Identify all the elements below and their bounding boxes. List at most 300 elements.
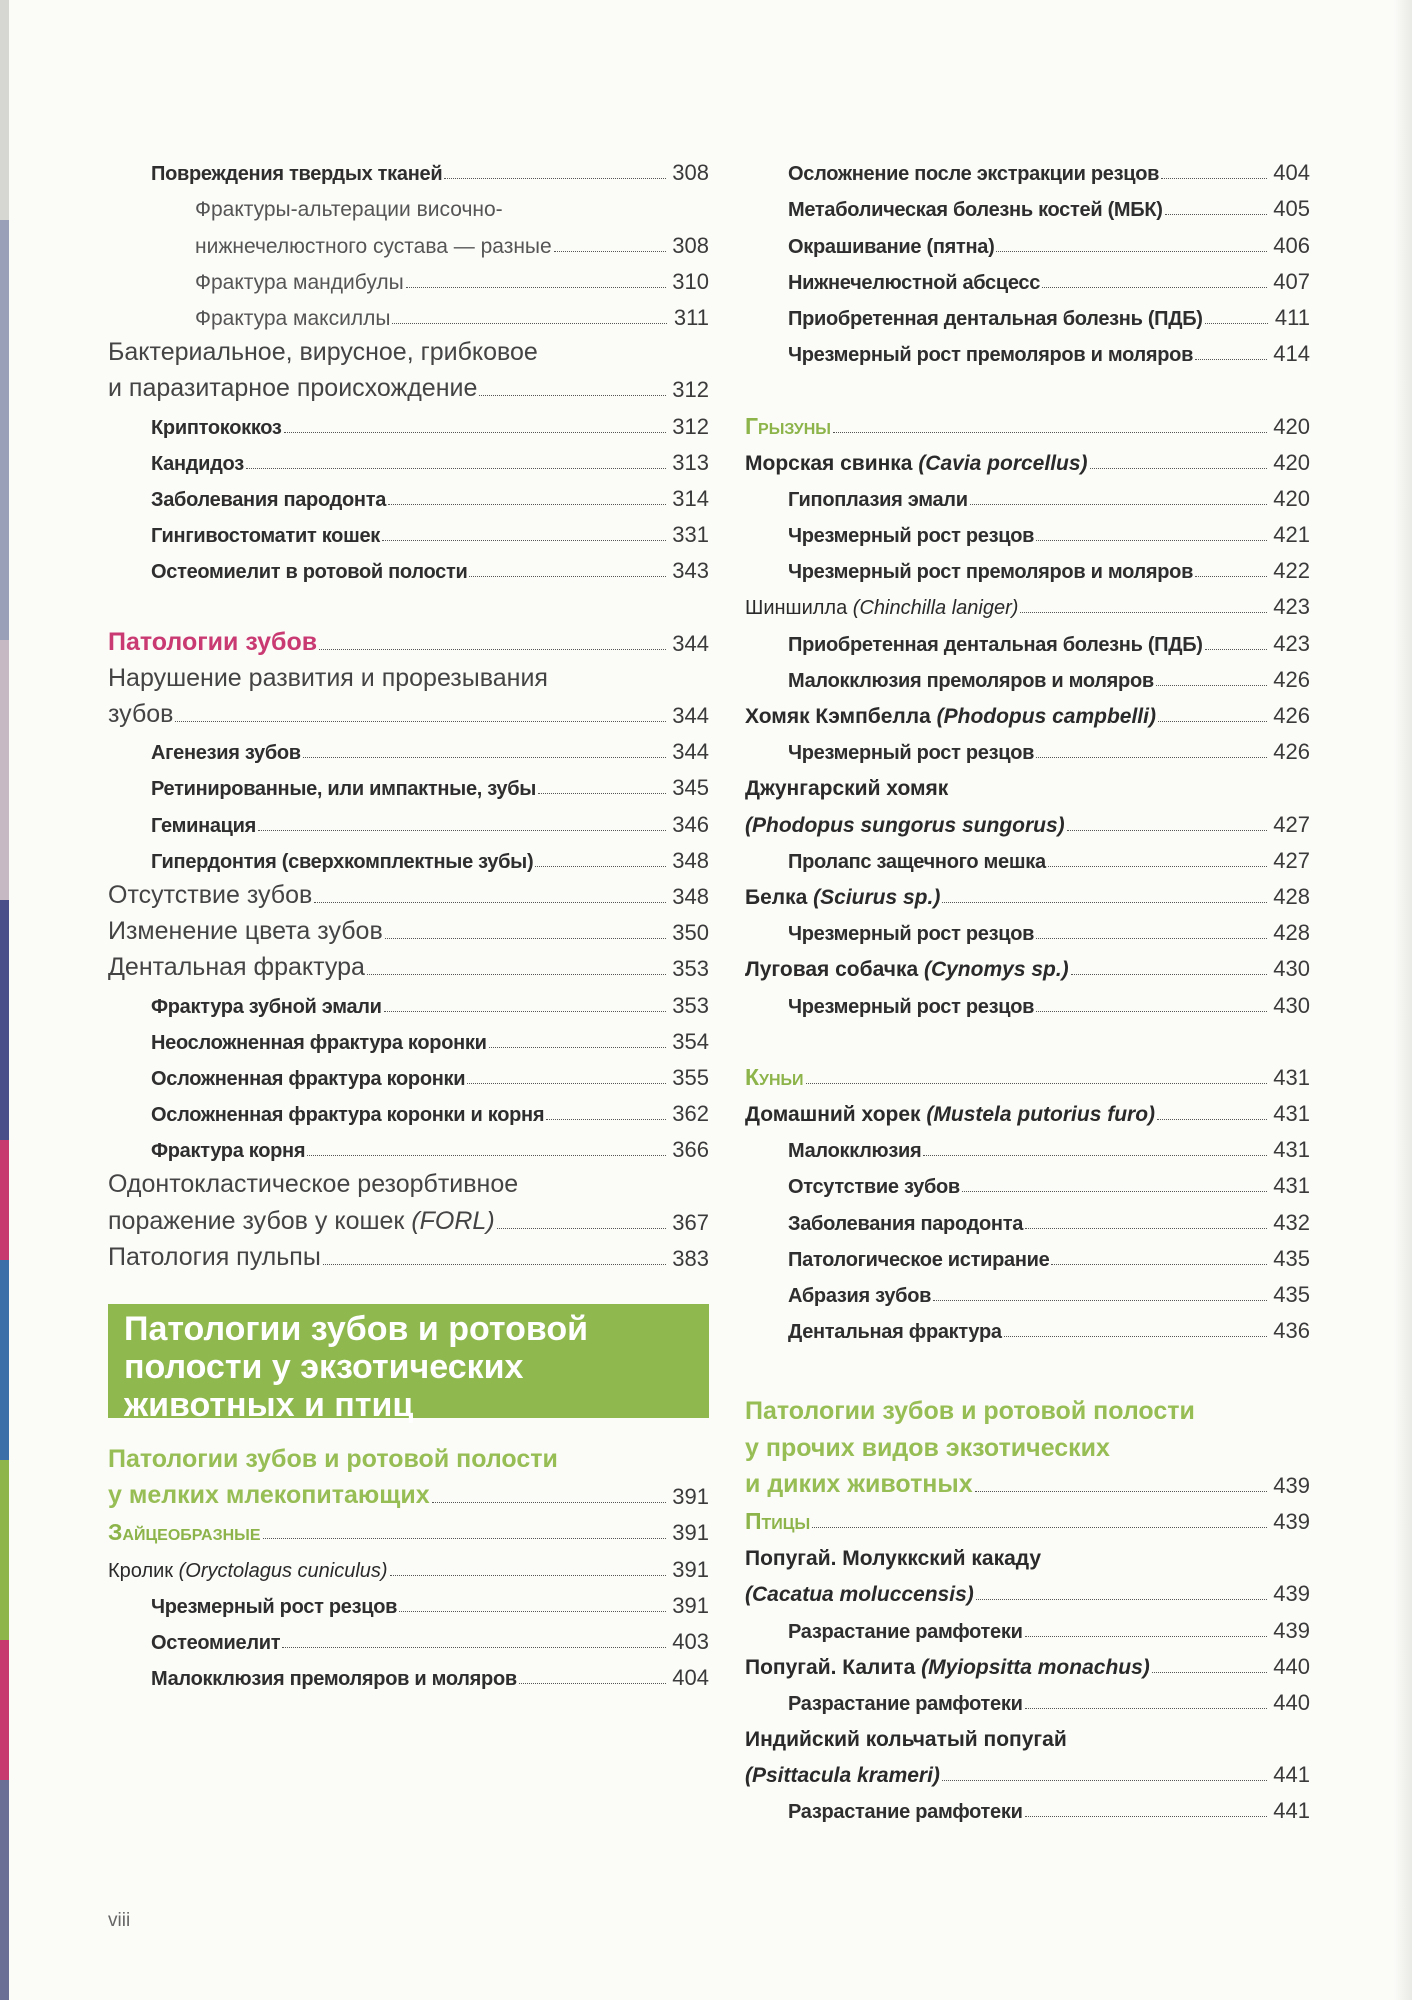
- toc-entry-title: Луговая собачка (Cynomys sp.): [745, 958, 1069, 982]
- toc-entry[interactable]: [108, 474, 709, 510]
- toc-entry-title: у прочих видов экзотических: [745, 1433, 1110, 1462]
- toc-entry[interactable]: [745, 1569, 1310, 1605]
- toc-entry[interactable]: [108, 799, 709, 835]
- toc-entry[interactable]: [108, 1508, 709, 1544]
- toc-entry-title: Отсутствие зубов: [788, 1176, 960, 1199]
- dot-leader: [975, 1491, 1268, 1492]
- toc-entry[interactable]: [745, 293, 1310, 329]
- edge-color-strip: [0, 0, 9, 2000]
- dot-leader: [1036, 938, 1267, 939]
- toc-entry[interactable]: [745, 546, 1310, 582]
- toc-block-left-3: [108, 1436, 709, 1689]
- toc-entry[interactable]: [108, 1197, 709, 1233]
- toc-entry-title: Окрашивание (пятна): [788, 235, 995, 258]
- toc-entry[interactable]: [745, 618, 1310, 654]
- toc-entry-title: Нарушение развития и прорезывания: [108, 663, 548, 692]
- toc-entry-page: 355: [672, 1064, 709, 1090]
- toc-entry[interactable]: [745, 1642, 1310, 1678]
- toc-entry-title: Одонтокластическое резорбтивное: [108, 1170, 519, 1199]
- toc-entry[interactable]: [108, 872, 709, 908]
- toc-entry[interactable]: [108, 908, 709, 944]
- toc-entry[interactable]: [108, 1544, 709, 1580]
- toc-entry[interactable]: [745, 763, 1310, 799]
- toc-entry-page: 403: [672, 1628, 709, 1654]
- toc-entry-title: Индийский кольчатый попугай: [745, 1728, 1067, 1752]
- toc-entry-title: Домашний хорек (Mustela putorius furo): [745, 1103, 1156, 1127]
- dot-leader: [367, 974, 666, 975]
- toc-entry[interactable]: [745, 401, 1310, 437]
- toc-entry-title: Куньи: [745, 1063, 804, 1090]
- toc-entry-page: 346: [672, 811, 709, 837]
- toc-entry[interactable]: [108, 836, 709, 872]
- toc-entry-title: поражение зубов у кошек (FORL): [108, 1206, 495, 1235]
- toc-entry-page: 310: [672, 268, 709, 294]
- page-edge-shadow: [1394, 0, 1412, 2000]
- toc-entry-page: 430: [1273, 956, 1310, 982]
- toc-entry-page: 344: [672, 630, 709, 656]
- toc-entry-page: 405: [1273, 196, 1310, 222]
- toc-entry-title: Гингивостоматит кошек: [151, 525, 380, 548]
- toc-entry[interactable]: [108, 401, 709, 437]
- toc-entry-title: Осложненная фрактура коронки: [151, 1067, 466, 1090]
- toc-entry-title: Джунгарский хомяк: [745, 777, 949, 801]
- dot-leader: [384, 1011, 667, 1012]
- toc-entry[interactable]: [745, 1197, 1310, 1233]
- page-number: viii: [108, 1910, 131, 1931]
- toc-entry[interactable]: [745, 1053, 1310, 1089]
- toc-entry-page: 439: [1273, 1581, 1310, 1607]
- toc-entry-page: 313: [672, 449, 709, 475]
- dot-leader: [263, 1538, 667, 1539]
- toc-entry-title: и диких животных: [745, 1469, 973, 1498]
- dot-leader: [1020, 612, 1267, 613]
- toc-entry[interactable]: [745, 1388, 1310, 1424]
- toc-entry-page: 344: [672, 703, 709, 728]
- toc-entry[interactable]: [108, 944, 709, 980]
- toc-entry-page: 404: [672, 1665, 709, 1691]
- banner-line: полости у экзотических: [124, 1347, 524, 1386]
- toc-entry-title: Гипердонтия (сверхкомплектные зубы): [151, 850, 534, 873]
- toc-entry[interactable]: [108, 546, 709, 582]
- dot-leader: [554, 251, 667, 252]
- dot-leader: [1025, 1228, 1267, 1229]
- dot-leader: [469, 576, 666, 577]
- dot-leader: [1036, 757, 1267, 758]
- toc-entry-page: 411: [1274, 304, 1310, 330]
- dot-leader: [1195, 359, 1267, 360]
- toc-entry[interactable]: [745, 220, 1310, 256]
- toc-entry-title: Морская свинка (Cavia porcellus): [745, 451, 1088, 475]
- dot-leader: [284, 432, 667, 433]
- toc-entry-title: Патологии зубов и ротовой полости: [745, 1397, 1195, 1426]
- toc-entry[interactable]: [108, 727, 709, 763]
- toc-entry[interactable]: [108, 1234, 709, 1270]
- toc-entry[interactable]: [108, 293, 709, 329]
- toc-entry[interactable]: [108, 1472, 709, 1508]
- toc-entry-page: 367: [672, 1209, 709, 1235]
- toc-entry-page: 406: [1273, 232, 1310, 258]
- banner-line: животных и птиц: [124, 1385, 414, 1424]
- toc-entry-page: 431: [1273, 1137, 1310, 1163]
- toc-entry[interactable]: [108, 510, 709, 546]
- toc-entry-title: Фрактуры-альтерации височно-: [195, 198, 503, 222]
- toc-entry-page: 426: [1273, 703, 1310, 728]
- dot-leader: [258, 830, 666, 831]
- dot-leader: [319, 649, 666, 650]
- toc-entry-title: Зайцеобразные: [108, 1519, 261, 1546]
- toc-entry-title: Повреждения твердых тканей: [151, 163, 443, 186]
- toc-entry[interactable]: [108, 1617, 709, 1653]
- toc-entry-title: Заболевания пародонта: [151, 488, 387, 511]
- toc-entry[interactable]: [108, 1581, 709, 1617]
- dot-leader: [1158, 721, 1267, 722]
- toc-entry-page: 426: [1273, 739, 1310, 765]
- toc-entry-page: 312: [672, 413, 709, 439]
- toc-entry[interactable]: [745, 1461, 1310, 1497]
- toc-entry-title: Фрактура зубной эмали: [151, 995, 382, 1018]
- toc-entry-title: (Psittacula krameri): [745, 1764, 940, 1788]
- toc-entry[interactable]: [108, 1161, 709, 1197]
- toc-entry[interactable]: [108, 1089, 709, 1125]
- dot-leader: [1067, 830, 1268, 831]
- toc-entry-page: 345: [672, 775, 709, 801]
- toc-entry[interactable]: [108, 980, 709, 1016]
- toc-entry-title: Чрезмерный рост резцов: [788, 995, 1035, 1018]
- dot-leader: [388, 504, 666, 505]
- section-banner: [108, 1304, 709, 1424]
- toc-entry-page: 348: [672, 883, 709, 909]
- toc-entry-title: Геминация: [151, 814, 257, 837]
- toc-entry-title: Кролик (Oryctolagus cuniculus): [108, 1559, 388, 1582]
- dot-leader: [942, 1780, 1267, 1781]
- toc-entry[interactable]: [745, 1424, 1310, 1460]
- dot-leader: [942, 902, 1267, 903]
- toc-entry[interactable]: [745, 474, 1310, 510]
- dot-leader: [1051, 1264, 1267, 1265]
- toc-entry-page: 423: [1273, 630, 1310, 656]
- toc-entry[interactable]: [108, 1017, 709, 1053]
- toc-entry[interactable]: [108, 438, 709, 474]
- toc-entry[interactable]: [108, 1653, 709, 1689]
- toc-entry[interactable]: [745, 1089, 1310, 1125]
- toc-entry[interactable]: [108, 184, 709, 220]
- toc-entry-page: 348: [672, 847, 709, 873]
- dot-leader: [314, 902, 666, 903]
- toc-entry-page: 423: [1273, 594, 1310, 620]
- toc-entry-title: у мелких млекопитающих: [108, 1481, 430, 1510]
- toc-entry[interactable]: [108, 257, 709, 293]
- toc-entry-page: 314: [672, 485, 709, 511]
- toc-entry[interactable]: [745, 799, 1310, 835]
- dot-leader: [489, 1047, 667, 1048]
- toc-entry-title: Разрастание рамфотеки: [788, 1692, 1023, 1715]
- toc-entry-title: Хомяк Кэмпбелла (Phodopus campbelli): [745, 705, 1156, 728]
- toc-entry-title: Грызуны: [745, 412, 831, 439]
- toc-entry-title: Гипоплазия эмали: [788, 488, 968, 511]
- toc-entry-page: 391: [672, 1556, 709, 1582]
- toc-entry[interactable]: [108, 763, 709, 799]
- dot-leader: [976, 1599, 1268, 1600]
- dot-leader: [1025, 1816, 1268, 1817]
- toc-entry-title: Чрезмерный рост премоляров и моляров: [788, 344, 1194, 367]
- toc-entry-title: Разрастание рамфотеки: [788, 1801, 1023, 1824]
- toc-block-right-2: [745, 401, 1310, 1016]
- dot-leader: [467, 1083, 666, 1084]
- toc-entry-title: (Phodopus sungorus sungorus): [745, 813, 1065, 837]
- dot-leader: [933, 1300, 1267, 1301]
- toc-entry[interactable]: [745, 836, 1310, 872]
- toc-entry[interactable]: [745, 148, 1310, 184]
- dot-leader: [1090, 468, 1268, 469]
- toc-entry-title: Малокклюзия премоляров и моляров: [151, 1668, 517, 1691]
- toc-entry-page: 366: [672, 1137, 709, 1163]
- toc-entry-title: нижнечелюстного сустава — разные: [195, 234, 552, 258]
- toc-entry[interactable]: [108, 655, 709, 691]
- dot-leader: [497, 1228, 667, 1229]
- dot-leader: [1004, 1336, 1268, 1337]
- toc-entry-title: Чрезмерный рост резцов: [151, 1595, 398, 1618]
- toc-entry[interactable]: [745, 1678, 1310, 1714]
- dot-leader: [1157, 1119, 1267, 1120]
- toc-entry[interactable]: [745, 908, 1310, 944]
- toc-block-right-4: [745, 1388, 1310, 1822]
- toc-entry-title: Абразия зубов: [788, 1285, 932, 1307]
- toc-entry[interactable]: [108, 691, 709, 727]
- toc-entry-title: Остеомиелит: [151, 1631, 281, 1654]
- toc-entry-page: 440: [1273, 1689, 1310, 1715]
- toc-entry-title: Птицы: [745, 1507, 811, 1534]
- dot-leader: [833, 432, 1267, 433]
- dot-leader: [406, 287, 667, 288]
- toc-entry-page: 362: [672, 1101, 709, 1127]
- toc-entry-page: 441: [1273, 1798, 1310, 1824]
- dot-leader: [1025, 1708, 1268, 1709]
- dot-leader: [1195, 576, 1267, 577]
- toc-entry-title: Нижнечелюстной абсцесс: [788, 271, 1041, 294]
- dot-leader: [323, 1264, 666, 1265]
- toc-entry-page: 407: [1273, 268, 1310, 294]
- toc-entry[interactable]: [745, 1125, 1310, 1161]
- dot-leader: [1161, 178, 1267, 179]
- toc-entry[interactable]: [745, 1306, 1310, 1342]
- toc-entry[interactable]: [745, 980, 1310, 1016]
- toc-entry-title: Изменение цвета зубов: [108, 917, 383, 946]
- toc-entry-page: 430: [1273, 992, 1310, 1018]
- toc-entry-title: Чрезмерный рост резцов: [788, 923, 1035, 946]
- toc-entry[interactable]: [745, 1270, 1310, 1306]
- toc-entry-page: 439: [1273, 1617, 1310, 1643]
- toc-entry[interactable]: [745, 944, 1310, 980]
- dot-leader: [390, 1575, 667, 1576]
- toc-right-column: [745, 148, 1310, 1822]
- toc-entry-title: Патологии зубов и ротовой полости: [108, 1445, 558, 1473]
- toc-entry[interactable]: [108, 1125, 709, 1161]
- toc-entry-title: Дентальная фрактура: [788, 1321, 1002, 1344]
- toc-entry-page: 350: [672, 920, 709, 946]
- dot-leader: [812, 1527, 1267, 1528]
- toc-entry-page: 439: [1273, 1508, 1310, 1534]
- dot-leader: [444, 178, 666, 179]
- toc-entry-page: 344: [672, 739, 709, 765]
- toc-entry-page: 435: [1273, 1282, 1310, 1307]
- toc-entry-title: Фрактура максиллы: [195, 306, 391, 330]
- toc-entry-title: Пролапс защечного мешка: [788, 850, 1046, 873]
- toc-entry-page: 432: [1273, 1209, 1310, 1235]
- toc-entry[interactable]: [745, 872, 1310, 908]
- toc-entry[interactable]: [108, 365, 709, 401]
- toc-entry-title: Белка (Sciurus sp.): [745, 885, 941, 909]
- toc-entry-page: 391: [672, 1520, 709, 1546]
- toc-entry[interactable]: [745, 691, 1310, 727]
- toc-entry-title: Попугай. Молуккский какаду: [745, 1547, 1042, 1571]
- dot-leader: [392, 323, 667, 324]
- dot-leader: [1205, 649, 1268, 650]
- dot-leader: [1036, 1011, 1267, 1012]
- dot-leader: [282, 1647, 666, 1648]
- toc-entry-page: 308: [672, 232, 709, 258]
- toc-entry-title: Патологическое истирание: [788, 1248, 1050, 1271]
- dot-leader: [806, 1083, 1268, 1084]
- dot-leader: [535, 866, 666, 867]
- toc-entry-page: 308: [672, 160, 709, 186]
- toc-entry-page: 440: [1273, 1653, 1310, 1679]
- toc-entry-title: Заболевания пародонта: [788, 1212, 1024, 1235]
- toc-block-left-1: [108, 148, 709, 582]
- dot-leader: [1165, 214, 1268, 215]
- toc-entry-page: 420: [1273, 485, 1310, 511]
- toc-entry-title: зубов: [108, 700, 174, 728]
- toc-entry-page: 311: [673, 304, 709, 330]
- toc-entry-title: Приобретенная дентальная болезнь (ПДБ): [788, 633, 1203, 656]
- toc-entry[interactable]: [745, 184, 1310, 220]
- toc-entry-page: 343: [672, 558, 709, 584]
- toc-entry-title: Попугай. Калита (Myiopsitta monachus): [745, 1655, 1150, 1679]
- toc-entry-page: 391: [672, 1592, 709, 1618]
- dot-leader: [382, 540, 666, 541]
- toc-entry[interactable]: [745, 1605, 1310, 1641]
- toc-entry-page: 421: [1273, 522, 1310, 548]
- toc-entry-title: Дентальная фрактура: [108, 953, 365, 982]
- toc-entry[interactable]: [745, 1497, 1310, 1533]
- dot-leader: [399, 1611, 666, 1612]
- toc-entry[interactable]: [108, 220, 709, 256]
- toc-entry[interactable]: [745, 329, 1310, 365]
- toc-entry-page: 431: [1273, 1064, 1310, 1090]
- toc-entry-page: 426: [1273, 666, 1310, 692]
- toc-entry-title: Осложненная фрактура коронки и корня: [151, 1104, 545, 1127]
- toc-block-left-2: [108, 618, 709, 1269]
- toc-left-column: [108, 148, 709, 1689]
- toc-entry[interactable]: [745, 1533, 1310, 1569]
- toc-entry[interactable]: [745, 1786, 1310, 1822]
- toc-entry-title: Разрастание рамфотеки: [788, 1620, 1023, 1643]
- toc-entry-page: 331: [672, 522, 709, 548]
- toc-entry[interactable]: [108, 329, 709, 365]
- dot-leader: [923, 1155, 1267, 1156]
- toc-entry-title: Патология пульпы: [108, 1242, 321, 1271]
- toc-entry-title: Чрезмерный рост резцов: [788, 742, 1035, 765]
- toc-entry-page: 436: [1273, 1318, 1310, 1344]
- toc-entry-page: 354: [672, 1028, 709, 1054]
- toc-entry[interactable]: [108, 1436, 709, 1472]
- toc-entry[interactable]: [745, 727, 1310, 763]
- toc-entry-page: 435: [1273, 1245, 1310, 1271]
- toc-entry-page: 420: [1273, 449, 1310, 475]
- toc-entry-title: Фрактура мандибулы: [195, 270, 404, 294]
- toc-entry-page: 431: [1273, 1173, 1310, 1199]
- toc-entry[interactable]: [745, 1714, 1310, 1750]
- dot-leader: [962, 1191, 1267, 1192]
- toc-entry-page: 420: [1273, 413, 1310, 439]
- toc-entry-page: 312: [672, 377, 709, 403]
- dot-leader: [1025, 1636, 1268, 1637]
- toc-entry[interactable]: [108, 618, 709, 654]
- toc-entry-title: Агенезия зубов: [151, 742, 301, 765]
- toc-entry-title: Приобретенная дентальная болезнь (ПДБ): [788, 307, 1203, 330]
- toc-entry-title: Бактериальное, вирусное, грибковое: [108, 338, 538, 367]
- toc-entry-title: Неосложненная фрактура коронки: [151, 1031, 487, 1054]
- dot-leader: [1205, 323, 1268, 324]
- toc-entry-title: Осложнение после экстракции резцов: [788, 163, 1160, 186]
- toc-entry-title: Малокклюзия: [788, 1140, 922, 1163]
- dot-leader: [1048, 866, 1268, 867]
- toc-entry-page: 404: [1273, 160, 1310, 186]
- dot-leader: [1036, 540, 1267, 541]
- toc-entry[interactable]: [745, 257, 1310, 293]
- dot-leader: [1152, 1672, 1268, 1673]
- toc-entry[interactable]: [745, 655, 1310, 691]
- dot-leader: [385, 938, 667, 939]
- dot-leader: [546, 1119, 666, 1120]
- toc-entry[interactable]: [745, 582, 1310, 618]
- toc-entry-title: Остеомиелит в ротовой полости: [151, 561, 468, 584]
- toc-block-right-1: [745, 148, 1310, 365]
- toc-entry-page: 353: [672, 992, 709, 1018]
- toc-entry-page: 431: [1273, 1101, 1310, 1127]
- toc-entry-page: 422: [1273, 558, 1310, 584]
- dot-leader: [1042, 287, 1267, 288]
- banner-line: Патологии зубов и ротовой: [124, 1309, 589, 1348]
- toc-entry[interactable]: [745, 1234, 1310, 1270]
- toc-entry[interactable]: [745, 1161, 1310, 1197]
- dot-leader: [538, 793, 666, 794]
- toc-entry[interactable]: [745, 510, 1310, 546]
- toc-entry-page: 383: [672, 1245, 709, 1271]
- toc-entry-title: и паразитарное происхождение: [108, 374, 478, 403]
- toc-entry-page: 428: [1273, 883, 1310, 909]
- dot-leader: [1156, 685, 1267, 686]
- toc-entry-title: Отсутствие зубов: [108, 880, 313, 909]
- dot-leader: [303, 757, 666, 758]
- toc-entry-title: Чрезмерный рост резцов: [788, 525, 1035, 548]
- toc-entry[interactable]: [745, 438, 1310, 474]
- toc-block-right-3: [745, 1053, 1310, 1343]
- toc-entry[interactable]: [108, 1053, 709, 1089]
- toc-entry-page: 441: [1273, 1762, 1310, 1788]
- toc-entry[interactable]: [108, 148, 709, 184]
- toc-entry-page: 428: [1273, 920, 1310, 946]
- dot-leader: [479, 395, 666, 396]
- dot-leader: [175, 721, 666, 722]
- dot-leader: [996, 251, 1267, 252]
- toc-entry-title: Малокклюзия премоляров и моляров: [788, 669, 1154, 692]
- toc-entry-title: Патологии зубов: [108, 627, 318, 656]
- toc-entry[interactable]: [745, 1750, 1310, 1786]
- dot-leader: [1071, 974, 1268, 975]
- toc-entry-page: 427: [1273, 811, 1310, 837]
- dot-leader: [519, 1683, 666, 1684]
- toc-entry-title: Шиншилла (Chinchilla laniger): [745, 597, 1019, 620]
